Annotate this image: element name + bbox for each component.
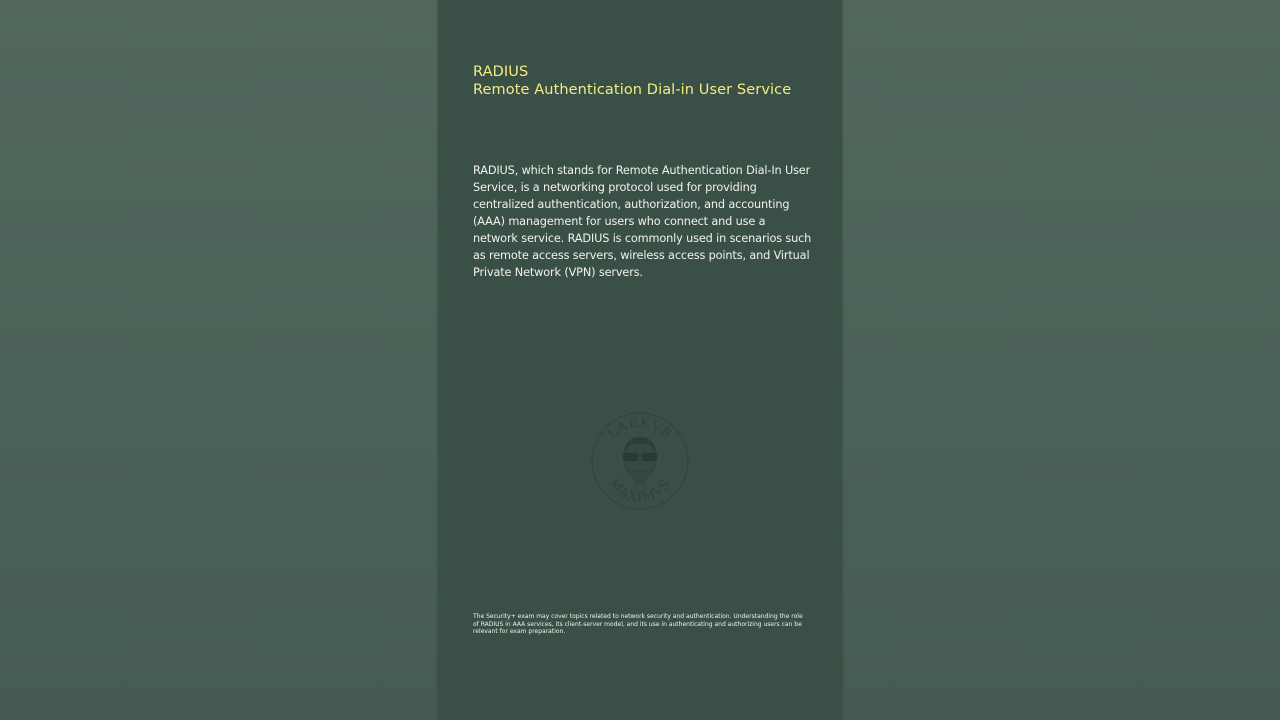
title-block xyxy=(473,63,791,99)
body-paragraph: RADIUS, which stands for Remote Authentication Dial-In User Service, is a networking protocol used for providing centralized authentication, authorization, and accounting (AAA) management for users who connect and use a network service. RADIUS is commonly used in scenarios such as remote access servers, wireless access points, and Virtual Private Network (VPN) servers. xyxy=(473,164,812,279)
left-background xyxy=(0,0,438,720)
slide-subtitle: Remote Authentication Dial-in User Service xyxy=(473,82,792,98)
slide-title: RADIUS xyxy=(473,64,529,80)
logo-text-top: LAEKVS xyxy=(605,415,675,443)
right-background xyxy=(842,0,1280,720)
footnote-text: The Security+ exam may cover topics related to network security and authentication. Understanding the role of RADIUS in AAA services, its client-server model, and its use in authenticating and authorizing users can be relevant for exam preparation. xyxy=(473,613,803,635)
logo-text-bottom: MAXIMVS xyxy=(605,476,675,506)
laekvs-maximvs-logo-icon xyxy=(590,411,690,511)
content-panel xyxy=(438,0,842,720)
